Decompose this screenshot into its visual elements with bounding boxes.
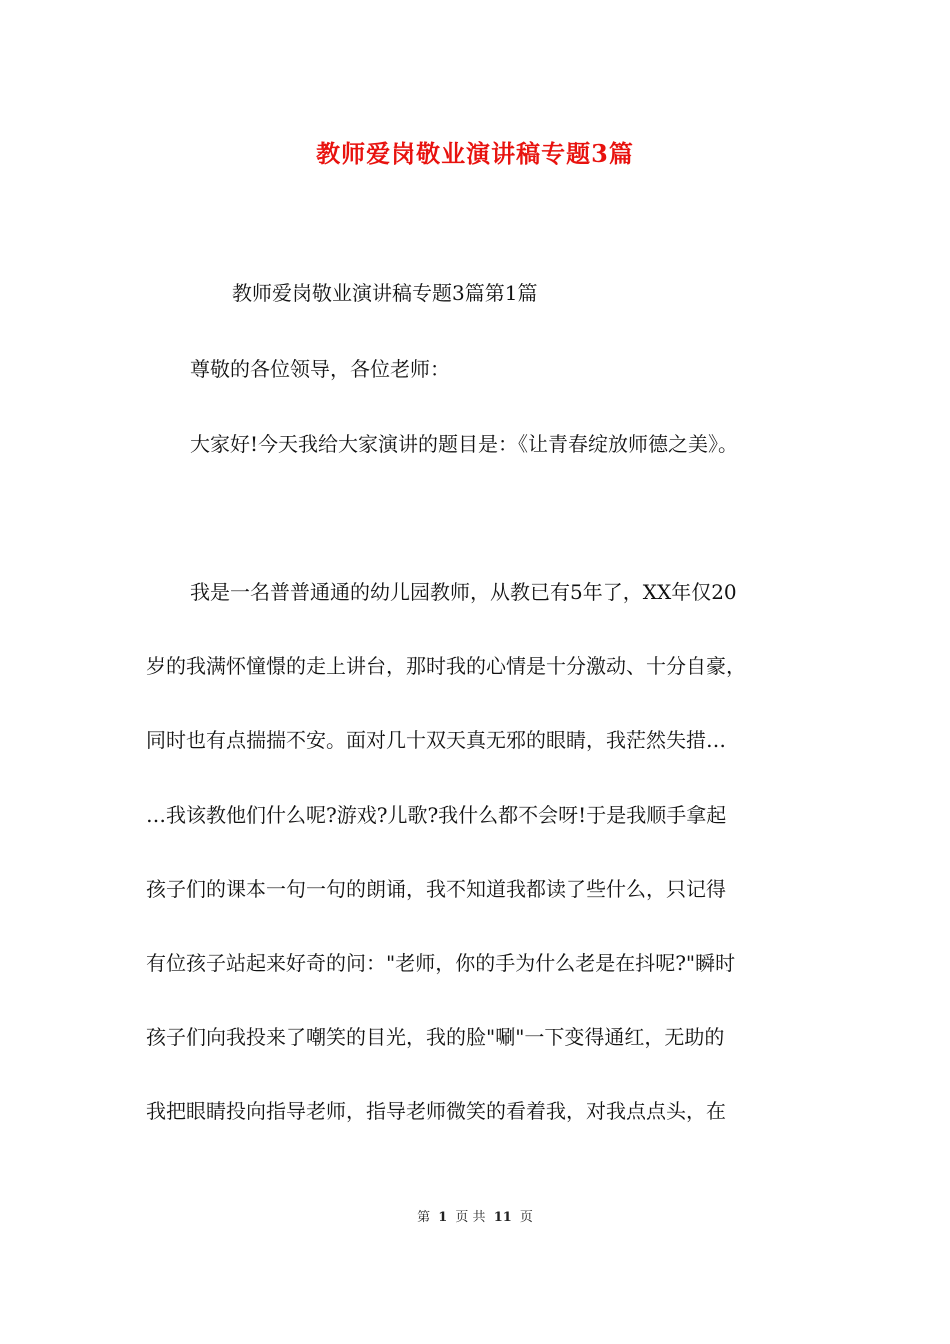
paragraph-line: 有位孩子站起来好奇的问："老师，你的手为什么老是在抖呢?"瞬时 (146, 951, 736, 975)
footer-prefix: 第 (417, 1210, 431, 1225)
paragraph-line: …我该教他们什么呢?游戏?儿歌?我什么都不会呀!于是我顺手拿起 (146, 803, 727, 827)
section-heading: 教师爱岗敬业演讲稿专题3篇第1篇 (232, 281, 538, 305)
paragraph-line: 我把眼睛投向指导老师，指导老师微笑的看着我，对我点点头，在 (146, 1099, 726, 1123)
total-pages-number: 11 (493, 1210, 512, 1225)
paragraph-line: 孩子们的课本一句一句的朗诵，我不知道我都读了些什么，只记得 (146, 877, 726, 901)
salutation: 尊敬的各位领导，各位老师： (190, 357, 450, 381)
paragraph-line: 同时也有点揣揣不安。面对几十双天真无邪的眼睛，我茫然失措… (146, 728, 726, 752)
page-footer (0, 1208, 950, 1228)
paragraph-line: 岁的我满怀憧憬的走上讲台，那时我的心情是十分激动、十分自豪， (146, 654, 746, 678)
paragraph-line: 我是一名普普通通的幼儿园教师，从教已有5年了，XX年仅20 (190, 580, 737, 604)
paragraph-line: 孩子们向我投来了嘲笑的目光，我的脸"唰"一下变得通红，无助的 (146, 1025, 725, 1049)
footer-suffix: 页 (519, 1210, 533, 1225)
document-title: 教师爱岗敬业演讲稿专题3篇 (316, 139, 634, 168)
current-page-number: 1 (438, 1210, 448, 1225)
footer-mid: 页 共 (455, 1210, 486, 1225)
opening-line: 大家好!今天我给大家演讲的题目是：《让青春绽放师德之美》。 (190, 432, 739, 456)
